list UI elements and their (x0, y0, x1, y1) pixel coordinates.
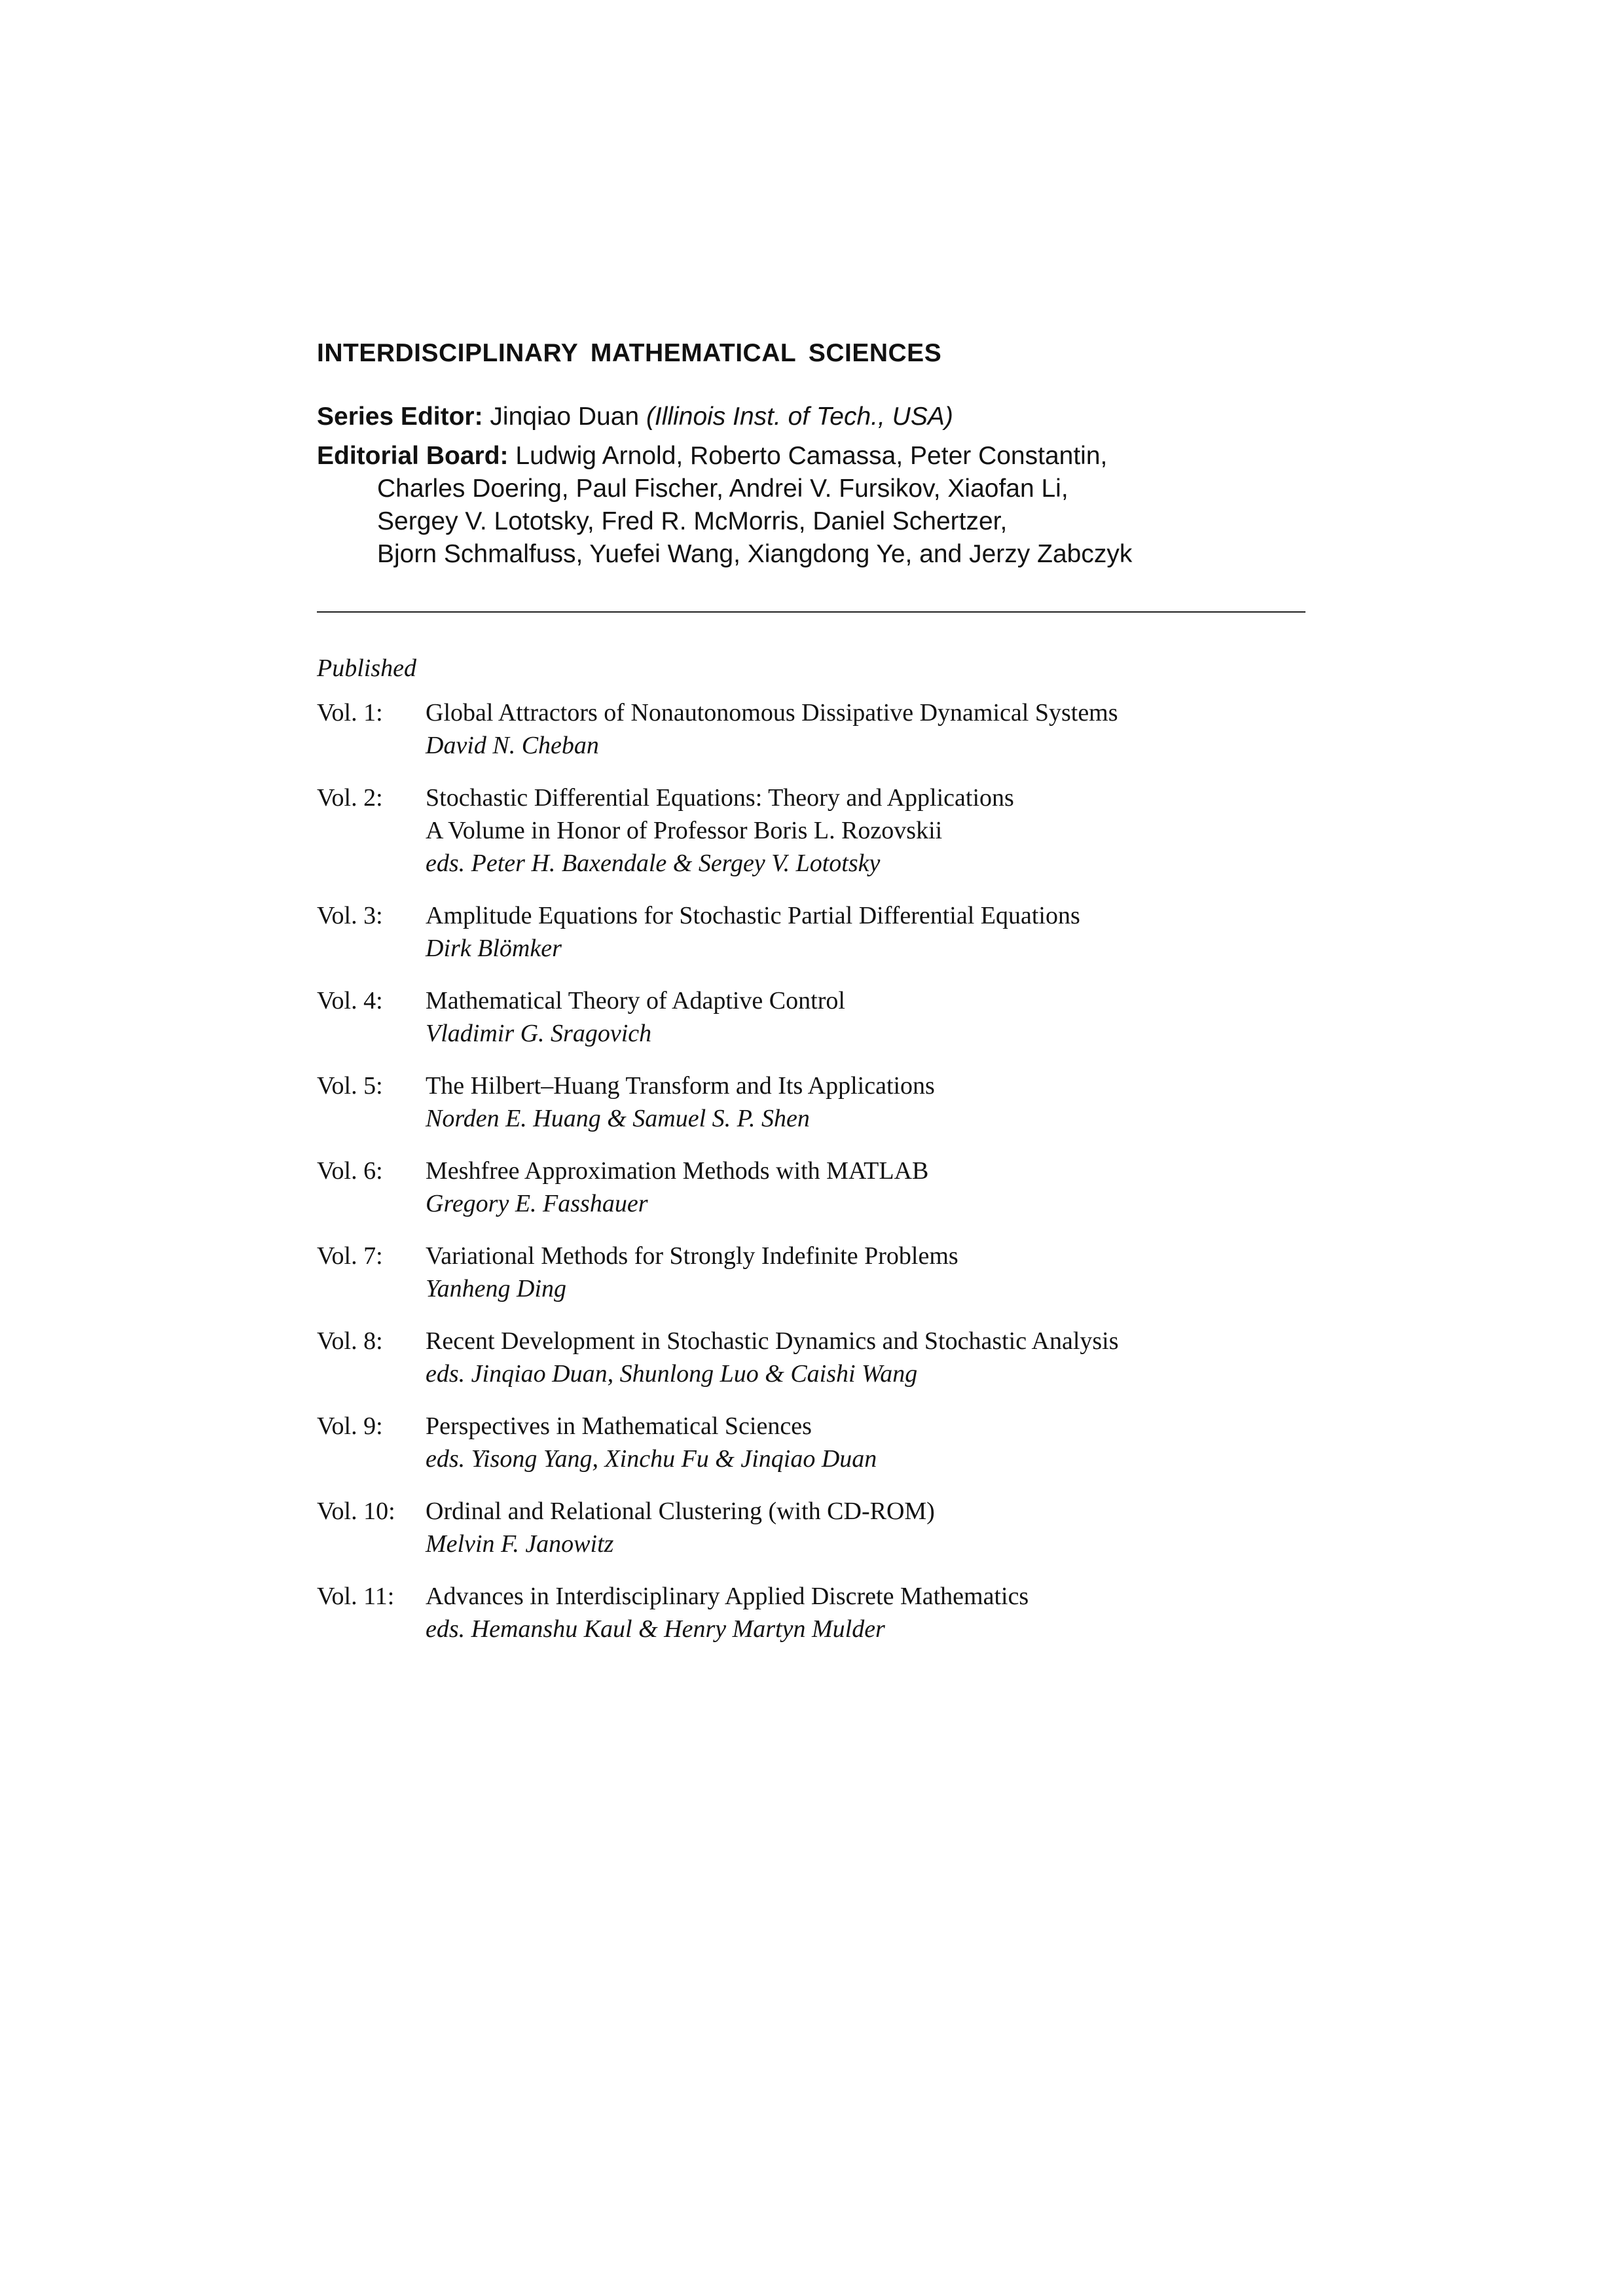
volume-author: Norden E. Huang & Samuel S. P. Shen (426, 1105, 810, 1132)
published-volumes-section (317, 652, 1312, 1665)
volume-entry (317, 984, 1312, 1050)
volume-details (426, 899, 1312, 965)
volume-title: Variational Methods for Strongly Indefinite Problems (426, 1242, 958, 1270)
volume-author: Yanheng Ding (426, 1275, 567, 1302)
editorial-board-members-line: Ludwig Arnold, Roberto Camassa, Peter Constantin, (515, 442, 1108, 470)
volume-title: Stochastic Differential Equations: Theory and Applications (426, 784, 1014, 812)
editorial-board-members-line: Bjorn Schmalfuss, Yuefei Wang, Xiangdong Ye, and Jerzy Zabczyk (377, 540, 1133, 568)
volume-entry (317, 899, 1312, 965)
volume-title: Perspectives in Mathematical Sciences (426, 1412, 812, 1440)
volume-entry (317, 1069, 1312, 1135)
volume-number: Vol. 1: (317, 699, 383, 726)
volume-details (426, 1410, 1312, 1475)
volume-title: Amplitude Equations for Stochastic Partial Differential Equations (426, 902, 1080, 929)
volume-details (426, 1240, 1312, 1305)
volume-title: Advances in Interdisciplinary Applied Discrete Mathematics (426, 1583, 1029, 1610)
volume-author: Dirk Blömker (426, 935, 562, 962)
volume-details (426, 984, 1312, 1050)
series-editor-affiliation: (Illinois Inst. of Tech., USA) (646, 403, 953, 431)
editorial-board-label: Editorial Board: (317, 442, 509, 470)
volume-details (426, 1155, 1312, 1220)
editorial-board-first-line (317, 440, 1312, 473)
volume-number: Vol. 3: (317, 902, 383, 929)
volume-number: Vol. 10: (317, 1498, 395, 1525)
volume-entry (317, 1495, 1312, 1560)
volume-number: Vol. 2: (317, 784, 383, 812)
volume-entry (317, 1325, 1312, 1390)
volume-title: The Hilbert–Huang Transform and Its Applications (426, 1072, 935, 1100)
volume-title: Recent Development in Stochastic Dynamics and Stochastic Analysis (426, 1327, 1119, 1355)
volume-number: Vol. 9: (317, 1412, 383, 1440)
volume-number: Vol. 5: (317, 1072, 383, 1100)
volume-details (426, 781, 1312, 880)
editorial-board (317, 440, 1312, 571)
volume-number: Vol. 4: (317, 987, 383, 1014)
volume-author: eds. Peter H. Baxendale & Sergey V. Lototsky (426, 850, 881, 877)
volume-title: Ordinal and Relational Clustering (with CD-ROM) (426, 1498, 935, 1525)
volume-title: Global Attractors of Nonautonomous Dissipative Dynamical Systems (426, 699, 1118, 726)
editorial-board-members-line: Charles Doering, Paul Fischer, Andrei V. Fursikov, Xiaofan Li, (377, 475, 1068, 503)
volume-entry (317, 781, 1312, 880)
volume-author: eds. Hemanshu Kaul & Henry Martyn Mulder (426, 1615, 885, 1643)
volume-details (426, 1325, 1312, 1390)
divider-rule (317, 611, 1305, 613)
volume-details (426, 1495, 1312, 1560)
volume-title: Mathematical Theory of Adaptive Control (426, 987, 845, 1014)
volume-author: Gregory E. Fasshauer (426, 1190, 648, 1217)
volume-details (426, 1580, 1312, 1645)
volume-number: Vol. 6: (317, 1157, 383, 1185)
volume-entry (317, 1240, 1312, 1305)
volume-subtitle: A Volume in Honor of Professor Boris L. Rozovskii (426, 817, 943, 844)
series-header (317, 338, 1312, 571)
volume-entry (317, 1580, 1312, 1645)
volume-entry (317, 696, 1312, 762)
volume-number: Vol. 11: (317, 1583, 395, 1610)
editorial-board-members-line: Sergey V. Lototsky, Fred R. McMorris, Daniel Schertzer, (377, 507, 1008, 535)
volume-author: eds. Jinqiao Duan, Shunlong Luo & Caishi Wang (426, 1360, 918, 1388)
volume-author: Vladimir G. Sragovich (426, 1020, 652, 1047)
volume-number: Vol. 8: (317, 1327, 383, 1355)
volume-entry (317, 1410, 1312, 1475)
series-title: INTERDISCIPLINARY MATHEMATICAL SCIENCES (317, 339, 942, 367)
volume-number: Vol. 7: (317, 1242, 383, 1270)
series-editor-line (317, 401, 1312, 433)
series-editor-label: Series Editor: (317, 403, 483, 431)
volume-author: eds. Yisong Yang, Xinchu Fu & Jinqiao Duan (426, 1445, 877, 1473)
volume-details (426, 1069, 1312, 1135)
volume-details (426, 696, 1312, 762)
volume-author: Melvin F. Janowitz (426, 1530, 614, 1558)
published-heading: Published (317, 655, 416, 682)
volume-title: Meshfree Approximation Methods with MATLAB (426, 1157, 929, 1185)
series-editor-name: Jinqiao Duan (490, 403, 640, 431)
volume-author: David N. Cheban (426, 732, 599, 759)
volume-entry (317, 1155, 1312, 1220)
